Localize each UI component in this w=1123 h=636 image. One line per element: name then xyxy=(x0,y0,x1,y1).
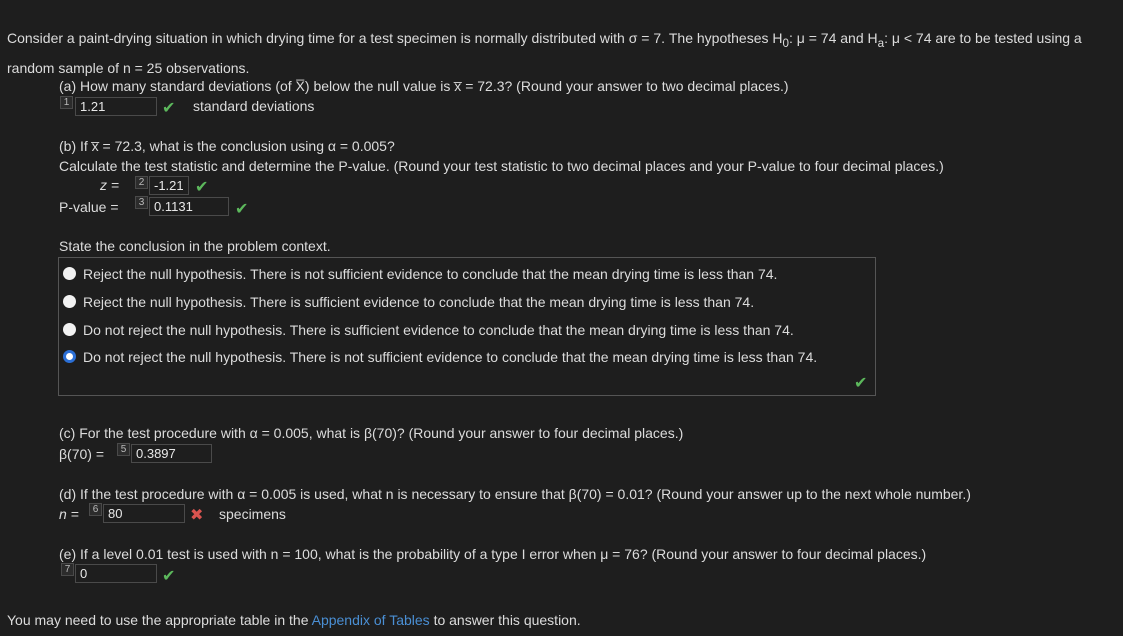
p-value-label: P-value = xyxy=(59,199,119,215)
conclusion-choices xyxy=(58,257,876,396)
part-a-unit: standard deviations xyxy=(193,98,315,114)
check-icon: ✔ xyxy=(195,179,209,196)
question-number-badge: 1 xyxy=(60,96,73,109)
radio-button-selected[interactable] xyxy=(63,350,76,363)
n-label: n = xyxy=(59,506,79,522)
radio-button[interactable] xyxy=(63,323,76,336)
part-b-instruction: Calculate the test statistic and determine the P-value. (Round your test statistic to two decimal places and your P-value to four decimal places.) xyxy=(59,158,944,174)
sample-size-field[interactable]: 80 xyxy=(103,504,185,523)
option-label: Do not reject the null hypothesis. There is not sufficient evidence to conclude that the mean drying time is less than 74. xyxy=(83,349,818,365)
question-number-badge: 3 xyxy=(135,196,148,209)
question-number-badge: 2 xyxy=(135,176,148,189)
footer-text: to answer this question. xyxy=(433,612,581,628)
z-label: z = xyxy=(100,177,120,193)
check-icon: ✔ xyxy=(162,100,176,117)
option-label: Do not reject the null hypothesis. There is sufficient evidence to conclude that the mean drying time is less than 74. xyxy=(83,322,794,338)
radio-button[interactable] xyxy=(63,267,76,280)
footer-text: You may need to use the appropriate table in the xyxy=(7,612,309,628)
option-label: Reject the null hypothesis. There is not sufficient evidence to conclude that the mean drying time is less than 74. xyxy=(83,266,778,282)
option-label: Reject the null hypothesis. There is sufficient evidence to conclude that the mean drying time is less than 74. xyxy=(83,294,755,310)
z-statistic-field[interactable]: -1.21 xyxy=(149,176,189,195)
p-value-field[interactable]: 0.1131 xyxy=(149,197,229,216)
beta-label: β(70) = xyxy=(59,446,105,462)
question-number-badge: 6 xyxy=(89,503,102,516)
type-one-error-field[interactable]: 0 xyxy=(75,564,157,583)
beta-answer-field[interactable]: 0.3897 xyxy=(131,444,212,463)
appendix-link[interactable]: Appendix of Tables xyxy=(311,612,430,628)
check-icon: ✔ xyxy=(162,568,176,585)
part-d-unit: specimens xyxy=(219,506,286,522)
part-a-answer-field[interactable]: 1.21 xyxy=(75,97,157,116)
part-d-question: (d) If the test procedure with α = 0.005 is used, what n is necessary to ensure that β(70) = 0.01? (Round your answer up to the next whole number.) xyxy=(59,486,971,502)
conclusion-prompt: State the conclusion in the problem context. xyxy=(59,238,331,254)
footer-note xyxy=(7,612,581,628)
part-c-question: (c) For the test procedure with α = 0.005, what is β(70)? (Round your answer to four decimal places.) xyxy=(59,425,684,441)
cross-icon: ✖ xyxy=(190,507,204,524)
part-b-question: (b) If x̅ = 72.3, what is the conclusion using α = 0.005? xyxy=(59,138,395,154)
problem-statement: Consider a paint-drying situation in which drying time for a test specimen is normally distributed with σ = 7. The hypotheses $H_0$: μ = 74 and $H_a$: μ < 74 are to be tested using a random sample of n = 25 observations. xyxy=(7,30,1082,76)
check-icon: ✔ xyxy=(235,201,249,218)
question-number-badge: 5 xyxy=(117,443,130,456)
question-number-badge: 7 xyxy=(61,563,74,576)
radio-button[interactable] xyxy=(63,295,76,308)
part-e-question: (e) If a level 0.01 test is used with n = 100, what is the probability of a type I error when μ = 76? (Round your answer to four decimal places.) xyxy=(59,546,927,562)
part-a-question: (a) How many standard deviations (of X̅) below the null value is x̅ = 72.3? (Round your answer to two decimal places.) xyxy=(59,78,789,94)
check-icon: ✔ xyxy=(854,375,868,392)
